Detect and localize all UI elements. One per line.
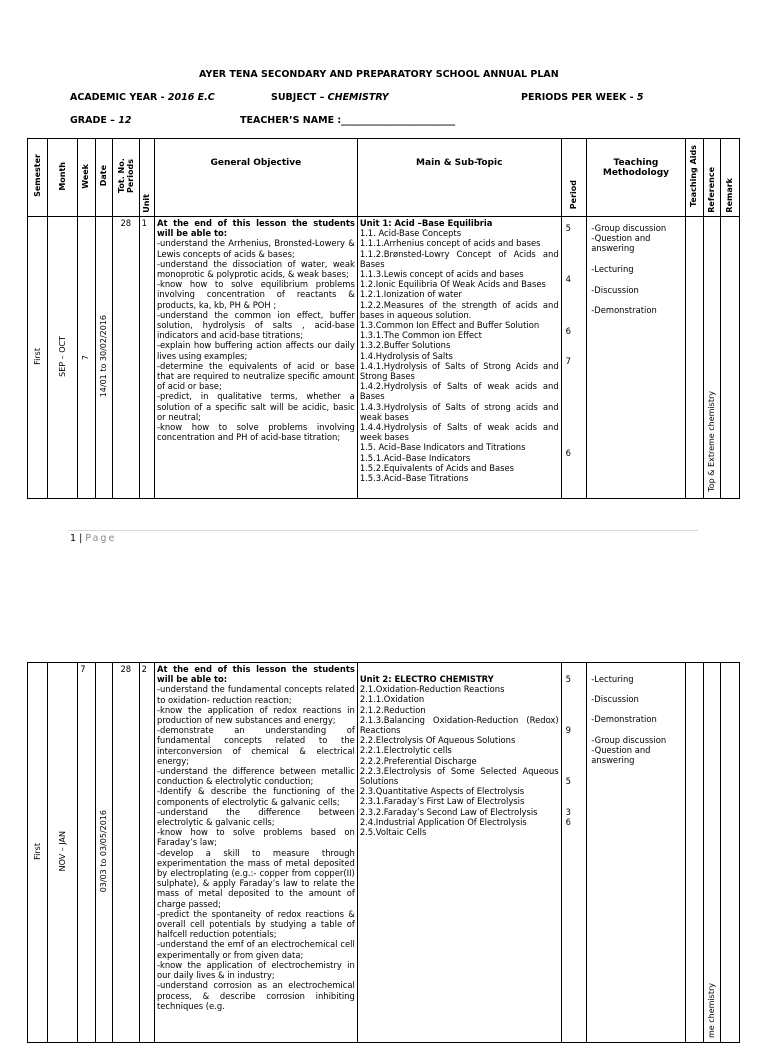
- table-row: [28, 663, 740, 1043]
- period-value: 6: [565, 817, 572, 827]
- semester-cell: First: [28, 217, 48, 499]
- period-value: 6: [565, 448, 572, 458]
- period-value: 9: [565, 725, 572, 735]
- academic-year-label: ACADEMIC YEAR -: [70, 92, 168, 103]
- objective-item: -understand the emf of an electrochemical cell experimentally or from given data;: [156, 939, 355, 960]
- topic-item: 2.3.Quantitative Aspects of Electrolysis: [359, 786, 525, 797]
- col-tot-periods: Tot. No. Periods: [113, 139, 140, 217]
- objective-item: -know the application of electrochemistry in our daily lives & in industry;: [156, 959, 355, 981]
- topic-item: 1.4.1.Hydrolysis of Salts of Strong Acids and Strong Bases: [359, 360, 559, 382]
- subject-label: SUBJECT –: [271, 92, 328, 103]
- topic-item: 1.3.1.The Common ion Effect: [359, 330, 482, 341]
- col-month: Month: [48, 139, 78, 217]
- topic-item: 2.1.3.Balancing Oxidation-Reduction (Redox) Reactions: [359, 714, 559, 736]
- page-number-value: 1: [70, 533, 77, 544]
- grade-label: GRADE –: [70, 115, 119, 126]
- col-remark: Remark: [721, 139, 740, 217]
- month-cell: NOV – JAN: [48, 663, 78, 1043]
- topic-item: 1.4.2.Hydrolysis of Salts of weak acids and Bases: [359, 381, 559, 402]
- topic-item: 1.4.3.Hydrolysis of Salts of strong acids and weak bases: [359, 401, 559, 422]
- tot-periods-cell: 28: [113, 217, 140, 499]
- method-item: -Discussion: [591, 285, 639, 295]
- col-reference: Reference: [704, 139, 721, 217]
- col-general-objective: General Objective: [154, 139, 357, 217]
- tot-periods-cell: 28: [113, 663, 140, 1043]
- reference-cell: Top & Extreme chemistry: [704, 217, 721, 499]
- topic-item: 2.2.1.Electrolytic cells: [359, 745, 452, 756]
- page-number: [70, 533, 116, 544]
- objective-item: -know how to solve problems based on Faraday’s law;: [156, 827, 355, 848]
- objective-item: -understand the dissociation of water, weak monoprotic & polyprotic acids, & weak bases;: [156, 258, 355, 280]
- unit-title: Unit 2: ELECTRO CHEMISTRY: [359, 674, 494, 684]
- method-item: -Discussion: [591, 694, 639, 704]
- topic-item: 1.2.Ionic Equilibria Of Weak Acids and Bases: [359, 279, 546, 290]
- objective-item: -understand the Arrhenius, Bronsted-Lowery & Lewis concepts of acids & bases;: [156, 238, 355, 259]
- sub-topic-cell: [357, 663, 561, 1043]
- general-objective-cell: [154, 217, 357, 499]
- method-item: -Group discussion: [591, 223, 667, 233]
- period-value: 3: [565, 807, 572, 817]
- academic-year-value: 2016 E.C: [167, 92, 215, 103]
- objective-item: -understand the difference between electrolytic & galvanic cells;: [156, 806, 355, 828]
- period-cell: [561, 663, 587, 1043]
- page-word: Page: [85, 533, 117, 544]
- page-number-sep: |: [76, 533, 86, 544]
- objective-item: -determine the equivalents of acid or base that are required to neutralize specific amount of acid or base;: [156, 360, 355, 392]
- objective-item: -demonstrate an understanding of fundamental concepts related to the interconversion of chemical & electrical energy;: [156, 725, 355, 766]
- general-objective-cell: [154, 663, 357, 1043]
- method-item: -Lecturing: [591, 674, 634, 684]
- methodology-cell: [587, 217, 685, 499]
- method-item: -Demonstration: [591, 305, 657, 315]
- period-cell: [561, 217, 587, 499]
- topic-item: 2.3.2.Faraday’s Second Law of Electrolysis: [359, 806, 538, 817]
- method-item: -Demonstration: [591, 714, 657, 724]
- objective-item: -understand the fundamental concepts related to oxidation- reduction reaction;: [156, 684, 355, 705]
- method-item: -Question and answering: [591, 745, 651, 766]
- topic-item: 2.4.Industrial Application Of Electrolysis: [359, 816, 527, 827]
- unit-cell: 2: [139, 663, 154, 1043]
- periods-label: PERIODS PER WEEK -: [521, 92, 637, 103]
- methodology-cell: [587, 663, 685, 1043]
- topic-item: 1.2.2.Measures of the strength of acids and bases in aqueous solution.: [359, 299, 559, 320]
- objective-intro: At the end of this lesson the students will be able to:: [156, 664, 355, 685]
- period-value: 4: [565, 274, 572, 284]
- teaching-aids-cell: [685, 217, 703, 499]
- topic-item: 1.2.1.Ionization of water: [359, 289, 462, 300]
- col-teaching-methodology: Teaching Methodology: [587, 139, 685, 217]
- plan-title: AYER TENA SECONDARY AND PREPARATORY SCHOOL ANNUAL PLAN: [199, 69, 559, 80]
- topic-item: 1.4.Hydrolysis of Salts: [359, 350, 453, 361]
- col-week: Week: [78, 139, 95, 217]
- annual-plan-table-page1: [27, 138, 740, 499]
- month-cell: SEP – OCT: [48, 217, 78, 499]
- unit-title: Unit 1: Acid –Base Equilibria: [359, 218, 493, 228]
- week-cell: 7: [78, 217, 95, 499]
- topic-item: 2.2.Electrolysis Of Aqueous Solutions: [359, 735, 516, 746]
- date-cell: 14/01 to 30/02/2016: [95, 217, 112, 499]
- topic-item: 1.1.2.Brønsted-Lowry Concept of Acids and Bases: [359, 248, 559, 269]
- footer-divider: [68, 530, 698, 531]
- subject-value: CHEMISTRY: [327, 92, 389, 103]
- objective-item: -know how to solve problems involving concentration and PH of acid-base titration;: [156, 422, 355, 443]
- period-value: 6: [565, 326, 572, 336]
- periods-value: 5: [636, 92, 644, 103]
- period-value: 5: [565, 776, 572, 786]
- topic-item: 2.2.2.Preferential Discharge: [359, 755, 477, 766]
- topic-item: 2.2.3.Electrolysis of Some Selected Aqueous Solutions: [359, 765, 559, 787]
- topic-item: 2.1.1.Oxidation: [359, 694, 425, 705]
- col-main-sub-topic: Main & Sub-Topic: [357, 139, 561, 217]
- objective-item: -Identify & describe the functioning of the components of electrolytic & galvanic cells;: [156, 786, 355, 807]
- academic-year: [70, 92, 215, 103]
- topic-item: 2.1.2.Reduction: [359, 704, 426, 715]
- topic-item: 1.1.1.Arrhenius concept of acids and bases: [359, 238, 541, 249]
- objective-item: -predict the spontaneity of redox reactions & overall cell potentials by studying a table of halfcell reduction potentials;: [156, 908, 355, 940]
- objective-item: -know the application of redox reactions in production of new substances and energy;: [156, 704, 355, 726]
- periods-per-week: [521, 92, 644, 103]
- topic-item: 1.3.Common Ion Effect and Buffer Solution: [359, 320, 540, 331]
- period-value: 5: [565, 674, 572, 684]
- col-period: Period: [561, 139, 587, 217]
- annual-plan-table-page2: [27, 662, 740, 1043]
- topic-item: 1.5.3.Acid–Base Titrations: [359, 473, 469, 484]
- table-header-row: [28, 139, 740, 217]
- objective-item: -know how to solve equilibrium problems involving concentration of reactants & products, ka, kb, PH & POH ;: [156, 279, 355, 310]
- col-teaching-aids: Teaching Aids: [685, 139, 703, 217]
- subject: [271, 92, 389, 103]
- teacher-name: TEACHER’S NAME :________________________: [240, 115, 456, 126]
- topic-item: 2.5.Voltaic Cells: [359, 827, 427, 838]
- period-value: 5: [565, 223, 572, 233]
- method-item: -Question and answering: [591, 233, 651, 254]
- objective-item: -understand corrosion as an electrochemical process, & describe corrosion inhibiting techniques (e.g.: [156, 980, 355, 1011]
- method-item: -Group discussion: [591, 735, 667, 745]
- objective-item: -predict, in qualitative terms, whether a solution of a specific salt will be acidic, basic or neutral;: [156, 391, 355, 422]
- remark-cell: [721, 217, 740, 499]
- topic-item: 1.1. Acid-Base Concepts: [359, 228, 462, 239]
- objective-item: -develop a skill to measure through experimentation the mass of metal deposited by electroplating (e.g.:- copper from copper(II) sulphate), & apply Faraday’s law to relate the mass of metal deposited to the amount of charge passed;: [156, 847, 355, 909]
- remark-cell: [721, 663, 740, 1043]
- objective-item: -understand the common ion effect, buffer solution, hydrolysis of salts , acid-base indicators and acid-base titrations;: [156, 309, 355, 341]
- teaching-aids-cell: [685, 663, 703, 1043]
- objective-item: -understand the difference between metallic conduction & electrolytic conduction;: [156, 766, 355, 787]
- topic-item: 2.3.1.Faraday’s First Law of Electrolysis: [359, 796, 525, 807]
- topic-item: 1.5.2.Equivalents of Acids and Bases: [359, 462, 514, 473]
- topic-item: 1.5.1.Acid–Base Indicators: [359, 452, 471, 463]
- reference-cell: me chemistry: [704, 663, 721, 1043]
- col-unit: Unit: [139, 139, 154, 217]
- col-date: Date: [95, 139, 112, 217]
- table-row: [28, 217, 740, 499]
- topic-item: 1.5. Acid–Base Indicators and Titrations: [359, 442, 526, 453]
- topic-item: 2.1.Oxidation-Reduction Reactions: [359, 684, 505, 695]
- period-value: 7: [565, 356, 572, 366]
- grade-value: 12: [118, 115, 132, 126]
- topic-item: 1.1.3.Lewis concept of acids and bases: [359, 269, 524, 280]
- week-cell: 7: [78, 663, 95, 1043]
- grade: [70, 115, 131, 126]
- topic-item: 1.4.4.Hydrolysis of Salts of weak acids and week bases: [359, 422, 559, 443]
- method-item: -Lecturing: [591, 264, 634, 274]
- semester-cell: First: [28, 663, 48, 1043]
- objective-intro: At the end of this lesson the students will be able to:: [156, 218, 355, 239]
- unit-cell: 1: [139, 217, 154, 499]
- col-semester: Semester: [28, 139, 48, 217]
- sub-topic-cell: [357, 217, 561, 499]
- date-cell: 03/03 to 03/05/2016: [95, 663, 112, 1043]
- objective-item: -explain how buffering action affects our daily lives using examples;: [156, 340, 355, 361]
- topic-item: 1.3.2.Buffer Solutions: [359, 340, 451, 351]
